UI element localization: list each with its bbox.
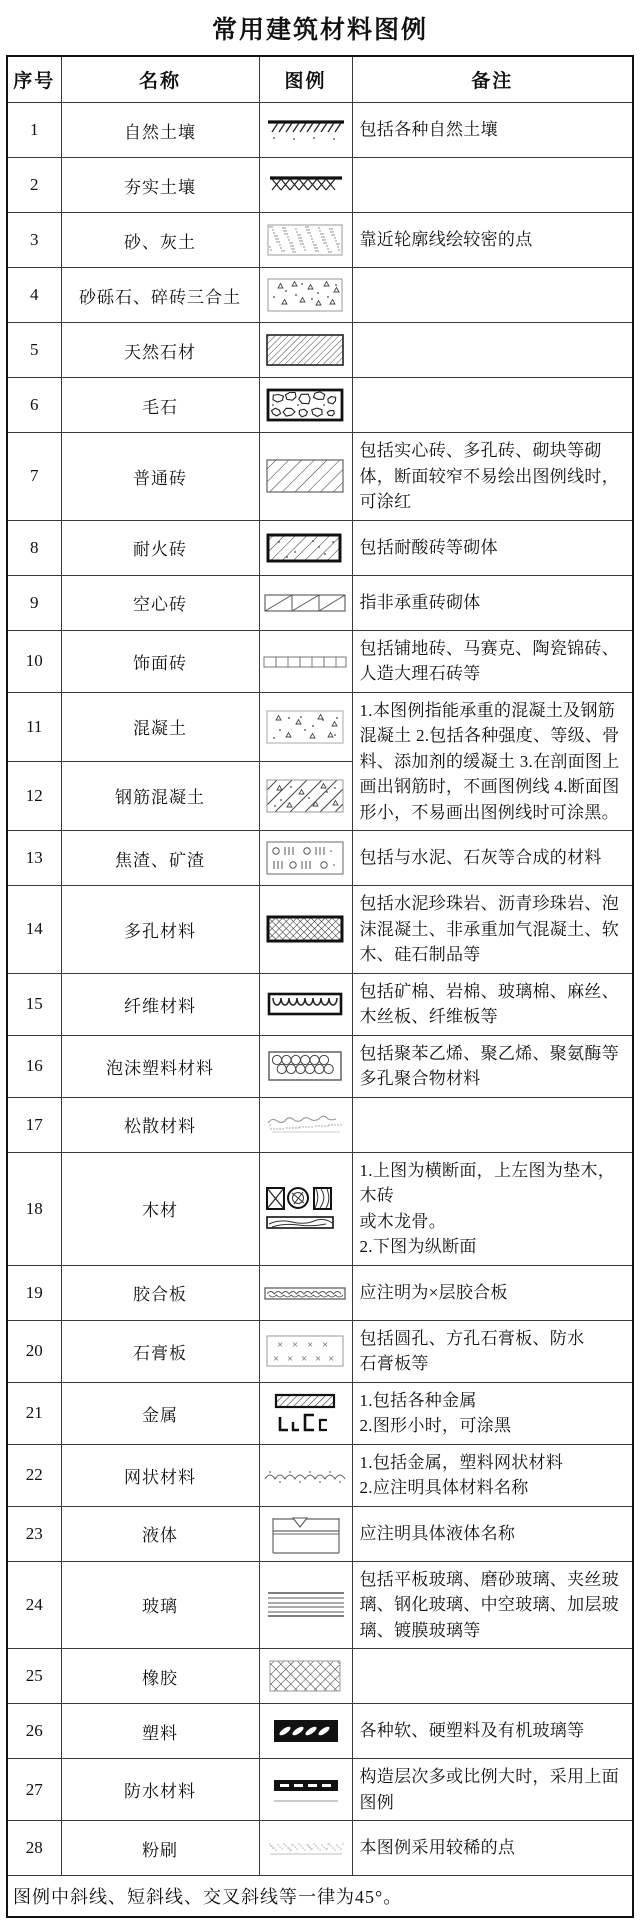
legend-loose-material-icon	[264, 1114, 348, 1135]
material-name: 饰面砖	[61, 630, 259, 692]
row-number: 12	[7, 761, 61, 830]
material-name: 防水材料	[61, 1759, 259, 1821]
legend-cell	[259, 1152, 352, 1265]
material-name: 泡沫塑料材料	[61, 1035, 259, 1097]
svg-text:×: ×	[291, 1338, 298, 1351]
legend-wood-icon	[264, 1186, 348, 1232]
table-row	[7, 1821, 633, 1876]
legend-cell	[259, 831, 352, 886]
legend-concrete-icon	[265, 709, 347, 745]
material-name: 混凝土	[61, 692, 259, 761]
remark	[352, 158, 633, 213]
remark: 靠近轮廓线绘较密的点	[352, 213, 633, 268]
material-name: 塑料	[61, 1704, 259, 1759]
material-name: 空心砖	[61, 575, 259, 630]
row-number: 26	[7, 1704, 61, 1759]
table-row	[7, 323, 633, 378]
material-name: 砂、灰土	[61, 213, 259, 268]
table-row	[7, 1382, 633, 1444]
remark	[352, 323, 633, 378]
legend-common-brick-icon	[265, 458, 347, 494]
legend-liquid-icon	[265, 1511, 347, 1557]
legend-cell	[259, 1821, 352, 1876]
legend-gravel-mix-icon	[266, 277, 346, 313]
material-name: 钢筋混凝土	[61, 761, 259, 830]
row-number: 5	[7, 323, 61, 378]
table-row	[7, 575, 633, 630]
material-name: 木材	[61, 1152, 259, 1265]
legend-cell	[259, 575, 352, 630]
table-row	[7, 158, 633, 213]
row-number: 16	[7, 1035, 61, 1097]
material-name: 耐火砖	[61, 520, 259, 575]
legend-cell	[259, 761, 352, 830]
legend-cell	[259, 1506, 352, 1561]
legend-cell	[259, 1265, 352, 1320]
table-row	[7, 103, 633, 158]
legend-cell	[259, 158, 352, 213]
table-row	[7, 268, 633, 323]
legend-cinder-slag-icon	[265, 840, 347, 876]
legend-plastic-icon	[266, 1718, 346, 1744]
legend-cell	[259, 1320, 352, 1382]
row-number: 1	[7, 103, 61, 158]
table-row	[7, 1444, 633, 1506]
legend-cell	[259, 213, 352, 268]
row-number: 25	[7, 1649, 61, 1704]
remark	[352, 1097, 633, 1152]
legend-cell	[259, 973, 352, 1035]
material-name: 自然土壤	[61, 103, 259, 158]
legend-cell	[259, 268, 352, 323]
svg-text:×: ×	[327, 1352, 334, 1365]
remark: 1.上图为横断面，上左图为垫木，木砖 或木龙骨。 2.下图为纵断面	[352, 1152, 633, 1265]
legend-foam-plastic-icon	[265, 1050, 347, 1082]
svg-text:×: ×	[300, 1352, 307, 1365]
legend-cell	[259, 630, 352, 692]
row-number: 8	[7, 520, 61, 575]
material-name: 金属	[61, 1382, 259, 1444]
legend-cell	[259, 886, 352, 974]
legend-plywood-icon	[263, 1286, 349, 1302]
row-number: 14	[7, 886, 61, 974]
legend-waterproof-material-icon	[264, 1776, 348, 1804]
legend-rubber-icon	[266, 1659, 346, 1693]
table-row	[7, 1320, 633, 1382]
row-number: 9	[7, 575, 61, 630]
material-name: 松散材料	[61, 1097, 259, 1152]
legend-cell	[259, 1035, 352, 1097]
legend-cell	[259, 1561, 352, 1649]
remark	[352, 378, 633, 433]
legend-cell	[259, 1649, 352, 1704]
row-number: 13	[7, 831, 61, 886]
row-number: 10	[7, 630, 61, 692]
material-name: 砂砾石、碎砖三合土	[61, 268, 259, 323]
remark: 包括与水泥、石灰等合成的材料	[352, 831, 633, 886]
table-row	[7, 1704, 633, 1759]
legend-natural-stone-icon	[265, 333, 347, 367]
column-header-2: 图例	[259, 56, 352, 103]
material-name: 夯实土壤	[61, 158, 259, 213]
svg-text:×: ×	[272, 1352, 279, 1365]
table-row	[7, 1097, 633, 1152]
table-row	[7, 886, 633, 974]
table-row	[7, 973, 633, 1035]
row-number: 2	[7, 158, 61, 213]
legend-rubble-stone-icon	[265, 388, 347, 422]
legend-cell	[259, 692, 352, 761]
column-header-1: 名称	[61, 56, 259, 103]
legend-reinforced-concrete-icon	[265, 778, 347, 814]
material-name: 纤维材料	[61, 973, 259, 1035]
table-footer-row	[7, 1876, 633, 1918]
column-header-0: 序号	[7, 56, 61, 103]
table-row	[7, 692, 633, 761]
remark: 应注明具体液体名称	[352, 1506, 633, 1561]
material-name: 普通砖	[61, 433, 259, 521]
legend-cell	[259, 1444, 352, 1506]
row-number: 19	[7, 1265, 61, 1320]
page-title: 常用建筑材料图例	[211, 17, 428, 44]
column-header-3: 备注	[352, 56, 633, 103]
remark: 构造层次多或比例大时，采用上面图例	[352, 1759, 633, 1821]
remark: 本图例采用较稀的点	[352, 1821, 633, 1876]
remark	[352, 1649, 633, 1704]
row-number: 6	[7, 378, 61, 433]
material-name: 天然石材	[61, 323, 259, 378]
legend-facing-brick-icon	[263, 655, 349, 669]
svg-text:×: ×	[276, 1338, 283, 1351]
material-name: 液体	[61, 1506, 259, 1561]
row-number: 22	[7, 1444, 61, 1506]
remark: 1.包括各种金属 2.图形小时，可涂黑	[352, 1382, 633, 1444]
remark: 包括聚苯乙烯、聚乙烯、聚氨酶等多孔聚合物材料	[352, 1035, 633, 1097]
row-number: 24	[7, 1561, 61, 1649]
legend-sand-lime-icon	[266, 223, 346, 257]
material-name: 焦渣、矿渣	[61, 831, 259, 886]
table-row	[7, 1759, 633, 1821]
legend-cell	[259, 378, 352, 433]
material-name: 橡胶	[61, 1649, 259, 1704]
row-number: 21	[7, 1382, 61, 1444]
table-header-row	[7, 56, 633, 103]
material-name: 网状材料	[61, 1444, 259, 1506]
table-row	[7, 213, 633, 268]
material-name: 粉刷	[61, 1821, 259, 1876]
table-row	[7, 378, 633, 433]
table-row	[7, 1152, 633, 1265]
svg-text:×: ×	[286, 1352, 293, 1365]
legend-cell	[259, 1097, 352, 1152]
row-number: 27	[7, 1759, 61, 1821]
material-name: 石膏板	[61, 1320, 259, 1382]
remark: 1.本图例指能承重的混凝土及钢筋混凝土 2.包括各种强度、等级、骨料、添加剂的缓凝土 3.在剖面图上画出钢筋时，不画图例线 4.断面图形小，不易画出图例线时可涂黑。	[352, 692, 633, 831]
legend-mesh-material-icon	[263, 1467, 349, 1485]
table-row	[7, 1035, 633, 1097]
remark: 包括实心砖、多孔砖、砌块等砌体，断面较窄不易绘出图例线时，可涂红	[352, 433, 633, 521]
table-row	[7, 433, 633, 521]
row-number: 28	[7, 1821, 61, 1876]
table-row	[7, 831, 633, 886]
legend-cell	[259, 323, 352, 378]
remark: 包括水泥珍珠岩、沥青珍珠岩、泡沫混凝土、非承重加气混凝土、软木、硅石制品等	[352, 886, 633, 974]
table-row	[7, 630, 633, 692]
material-name: 玻璃	[61, 1561, 259, 1649]
remark	[352, 268, 633, 323]
legend-plaster-icon	[264, 1841, 348, 1857]
table-row	[7, 1265, 633, 1320]
remark: 包括铺地砖、马赛克、陶瓷锦砖、人造大理石砖等	[352, 630, 633, 692]
legend-cell	[259, 1704, 352, 1759]
svg-text:×: ×	[321, 1338, 328, 1351]
legend-porous-material-icon	[265, 914, 347, 944]
legend-natural-soil-icon	[264, 117, 348, 143]
remark: 包括平板玻璃、磨砂玻璃、夹丝玻璃、钢化玻璃、中空玻璃、加层玻璃、镀膜玻璃等	[352, 1561, 633, 1649]
legend-cell	[259, 1759, 352, 1821]
table-row	[7, 1561, 633, 1649]
legend-gypsum-board-icon	[265, 1334, 347, 1369]
remark: 1.包括金属，塑料网状材料 2.应注明具体材料名称	[352, 1444, 633, 1506]
legend-cell	[259, 433, 352, 521]
table-row	[7, 1506, 633, 1561]
legend-glass-icon	[264, 1589, 348, 1620]
footnote: 图例中斜线、短斜线、交叉斜线等一律为45°。	[7, 1876, 633, 1918]
materials-table	[6, 55, 634, 1918]
svg-text:×: ×	[314, 1352, 321, 1365]
remark: 包括圆孔、方孔石膏板、防水 石膏板等	[352, 1320, 633, 1382]
material-name: 胶合板	[61, 1265, 259, 1320]
legend-cell	[259, 103, 352, 158]
remark: 应注明为×层胶合板	[352, 1265, 633, 1320]
remark: 包括矿棉、岩棉、玻璃棉、麻丝、木丝板、纤维板等	[352, 973, 633, 1035]
row-number: 20	[7, 1320, 61, 1382]
legend-metal-icon	[265, 1392, 347, 1434]
row-number: 11	[7, 692, 61, 761]
row-number: 4	[7, 268, 61, 323]
material-name: 毛石	[61, 378, 259, 433]
row-number: 3	[7, 213, 61, 268]
legend-compacted-soil-icon	[264, 173, 348, 197]
remark: 各种软、硬塑料及有机玻璃等	[352, 1704, 633, 1759]
remark: 包括耐酸砖等砌体	[352, 520, 633, 575]
remark: 包括各种自然土壤	[352, 103, 633, 158]
row-number: 7	[7, 433, 61, 521]
legend-cell	[259, 1382, 352, 1444]
row-number: 23	[7, 1506, 61, 1561]
legend-fire-brick-icon	[265, 532, 347, 564]
table-row	[7, 1649, 633, 1704]
legend-fiber-material-icon	[265, 991, 347, 1017]
row-number: 18	[7, 1152, 61, 1265]
legend-hollow-brick-icon	[263, 593, 349, 613]
svg-text:×: ×	[306, 1338, 313, 1351]
remark: 指非承重砖砌体	[352, 575, 633, 630]
legend-cell	[259, 520, 352, 575]
row-number: 15	[7, 973, 61, 1035]
table-row	[7, 520, 633, 575]
material-name: 多孔材料	[61, 886, 259, 974]
row-number: 17	[7, 1097, 61, 1152]
